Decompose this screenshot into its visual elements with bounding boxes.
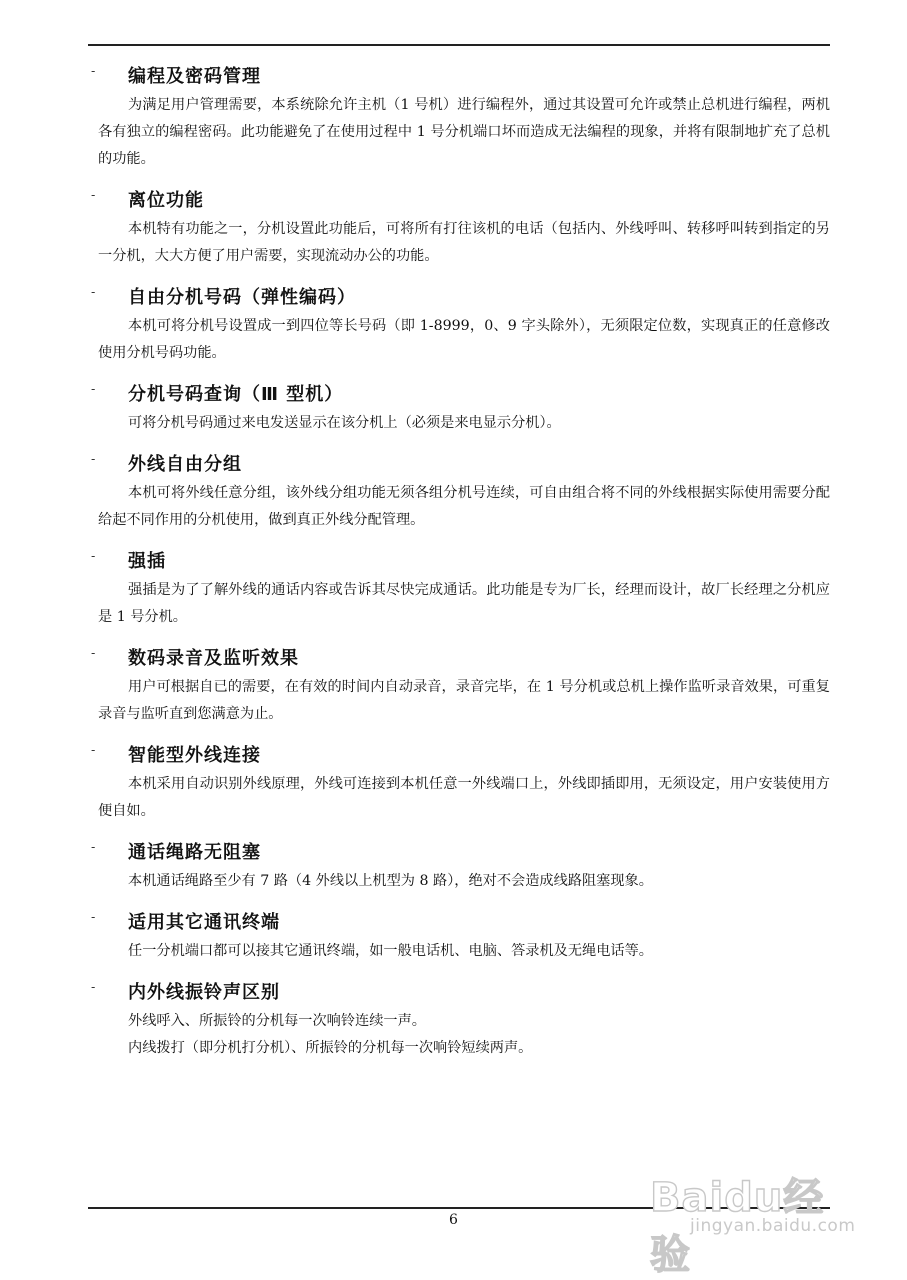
section-paragraph: 本机可将外线任意分组，该外线分组功能无须各组分机号连续，可自由组合将不同的外线根据实际使用需要分配给起不同作用的分机使用，做到真正外线分配管理。 <box>98 485 830 528</box>
feature-section <box>88 737 830 825</box>
feature-section <box>88 640 830 728</box>
section-paragraph: 强插是为了了解外线的通话内容或告诉其尽快完成通话。此功能是专为厂长，经理而设计，故厂长经理之分机应是 1 号分机。 <box>98 582 830 625</box>
section-title: 智能型外线连接 <box>128 745 261 766</box>
section-paragraph: 本机特有功能之一，分机设置此功能后，可将所有打往该机的电话（包括内、外线呼叫、转移呼叫转到指定的另一分机，大大方便了用户需要，实现流动办公的功能。 <box>98 221 830 264</box>
bullet-marker: - <box>91 64 96 78</box>
section-paragraph: 为满足用户管理需要，本系统除允许主机（1 号机）进行编程外，通过其设置可允许或禁止总机进行编程，两机各有独立的编程密码。此功能避免了在使用过程中 1 号分机端口坏而造成无法编程的现象，并将有限制地扩充了总机的功能。 <box>98 97 830 167</box>
bullet-marker: - <box>91 840 96 854</box>
section-title: 通话绳路无阻塞 <box>128 842 261 863</box>
section-title: 内外线振铃声区别 <box>128 982 280 1003</box>
section-heading <box>88 640 830 674</box>
section-title: 编程及密码管理 <box>128 66 261 87</box>
feature-section <box>88 446 830 534</box>
bullet-marker: - <box>91 382 96 396</box>
page-number: 6 <box>449 1212 458 1228</box>
feature-section <box>88 543 830 631</box>
bullet-marker: - <box>91 980 96 994</box>
section-heading <box>88 279 830 313</box>
section-title: 数码录音及监听效果 <box>128 648 299 669</box>
section-paragraph: 本机采用自动识别外线原理，外线可连接到本机任意一外线端口上，外线即插即用，无须设定，用户安装使用方便自如。 <box>98 776 830 819</box>
feature-section <box>88 376 830 437</box>
bullet-marker: - <box>91 910 96 924</box>
section-paragraph: 本机可将分机号设置成一到四位等长号码（即 1-8999，0、9 字头除外），无须限定位数，实现真正的任意修改使用分机号码功能。 <box>98 318 830 361</box>
feature-section <box>88 974 830 1062</box>
section-paragraph: 本机通话绳路至少有 7 路（4 外线以上机型为 8 路），绝对不会造成线路阻塞现象。 <box>128 873 653 889</box>
feature-section <box>88 834 830 895</box>
section-heading <box>88 446 830 480</box>
section-heading <box>88 737 830 771</box>
feature-section <box>88 279 830 367</box>
bullet-marker: - <box>91 549 96 563</box>
bullet-marker: - <box>91 452 96 466</box>
watermark-brand: Baidu经验 <box>650 1175 825 1278</box>
section-title: 适用其它通讯终端 <box>128 912 280 933</box>
section-title: 自由分机号码（弹性编码） <box>128 287 356 308</box>
section-paragraph: 可将分机号码通过来电发送显示在该分机上（必须是来电显示分机）。 <box>128 415 561 431</box>
section-title: 外线自由分组 <box>128 454 242 475</box>
section-heading <box>88 376 830 410</box>
document-body <box>88 58 830 1071</box>
watermark-url: jingyan.baidu.com <box>690 1216 856 1236</box>
feature-section <box>88 182 830 270</box>
bullet-marker: - <box>91 188 96 202</box>
bullet-marker: - <box>91 646 96 660</box>
bullet-marker: - <box>91 743 96 757</box>
section-paragraph: 任一分机端口都可以接其它通讯终端，如一般电话机、电脑、答录机及无绳电话等。 <box>128 943 653 959</box>
section-title: 分机号码查询（Ⅲ 型机） <box>128 384 344 405</box>
section-paragraph: 外线呼入、所振铃的分机每一次响铃连续一声。 <box>128 1013 426 1029</box>
bullet-marker: - <box>91 285 96 299</box>
section-heading <box>88 904 830 938</box>
section-heading <box>88 58 830 92</box>
section-heading <box>88 834 830 868</box>
section-heading <box>88 974 830 1008</box>
section-paragraph: 用户可根据自已的需要，在有效的时间内自动录音，录音完毕，在 1 号分机或总机上操作监听录音效果，可重复录音与监听直到您满意为止。 <box>98 679 830 722</box>
section-paragraph: 内线拨打（即分机打分机）、所振铃的分机每一次响铃短续两声。 <box>128 1040 533 1056</box>
section-title: 强插 <box>128 551 166 572</box>
header-rule <box>88 44 830 46</box>
baidu-watermark <box>640 1158 860 1278</box>
section-heading <box>88 543 830 577</box>
feature-section <box>88 58 830 173</box>
section-heading <box>88 182 830 216</box>
section-title: 离位功能 <box>128 190 204 211</box>
feature-section <box>88 904 830 965</box>
